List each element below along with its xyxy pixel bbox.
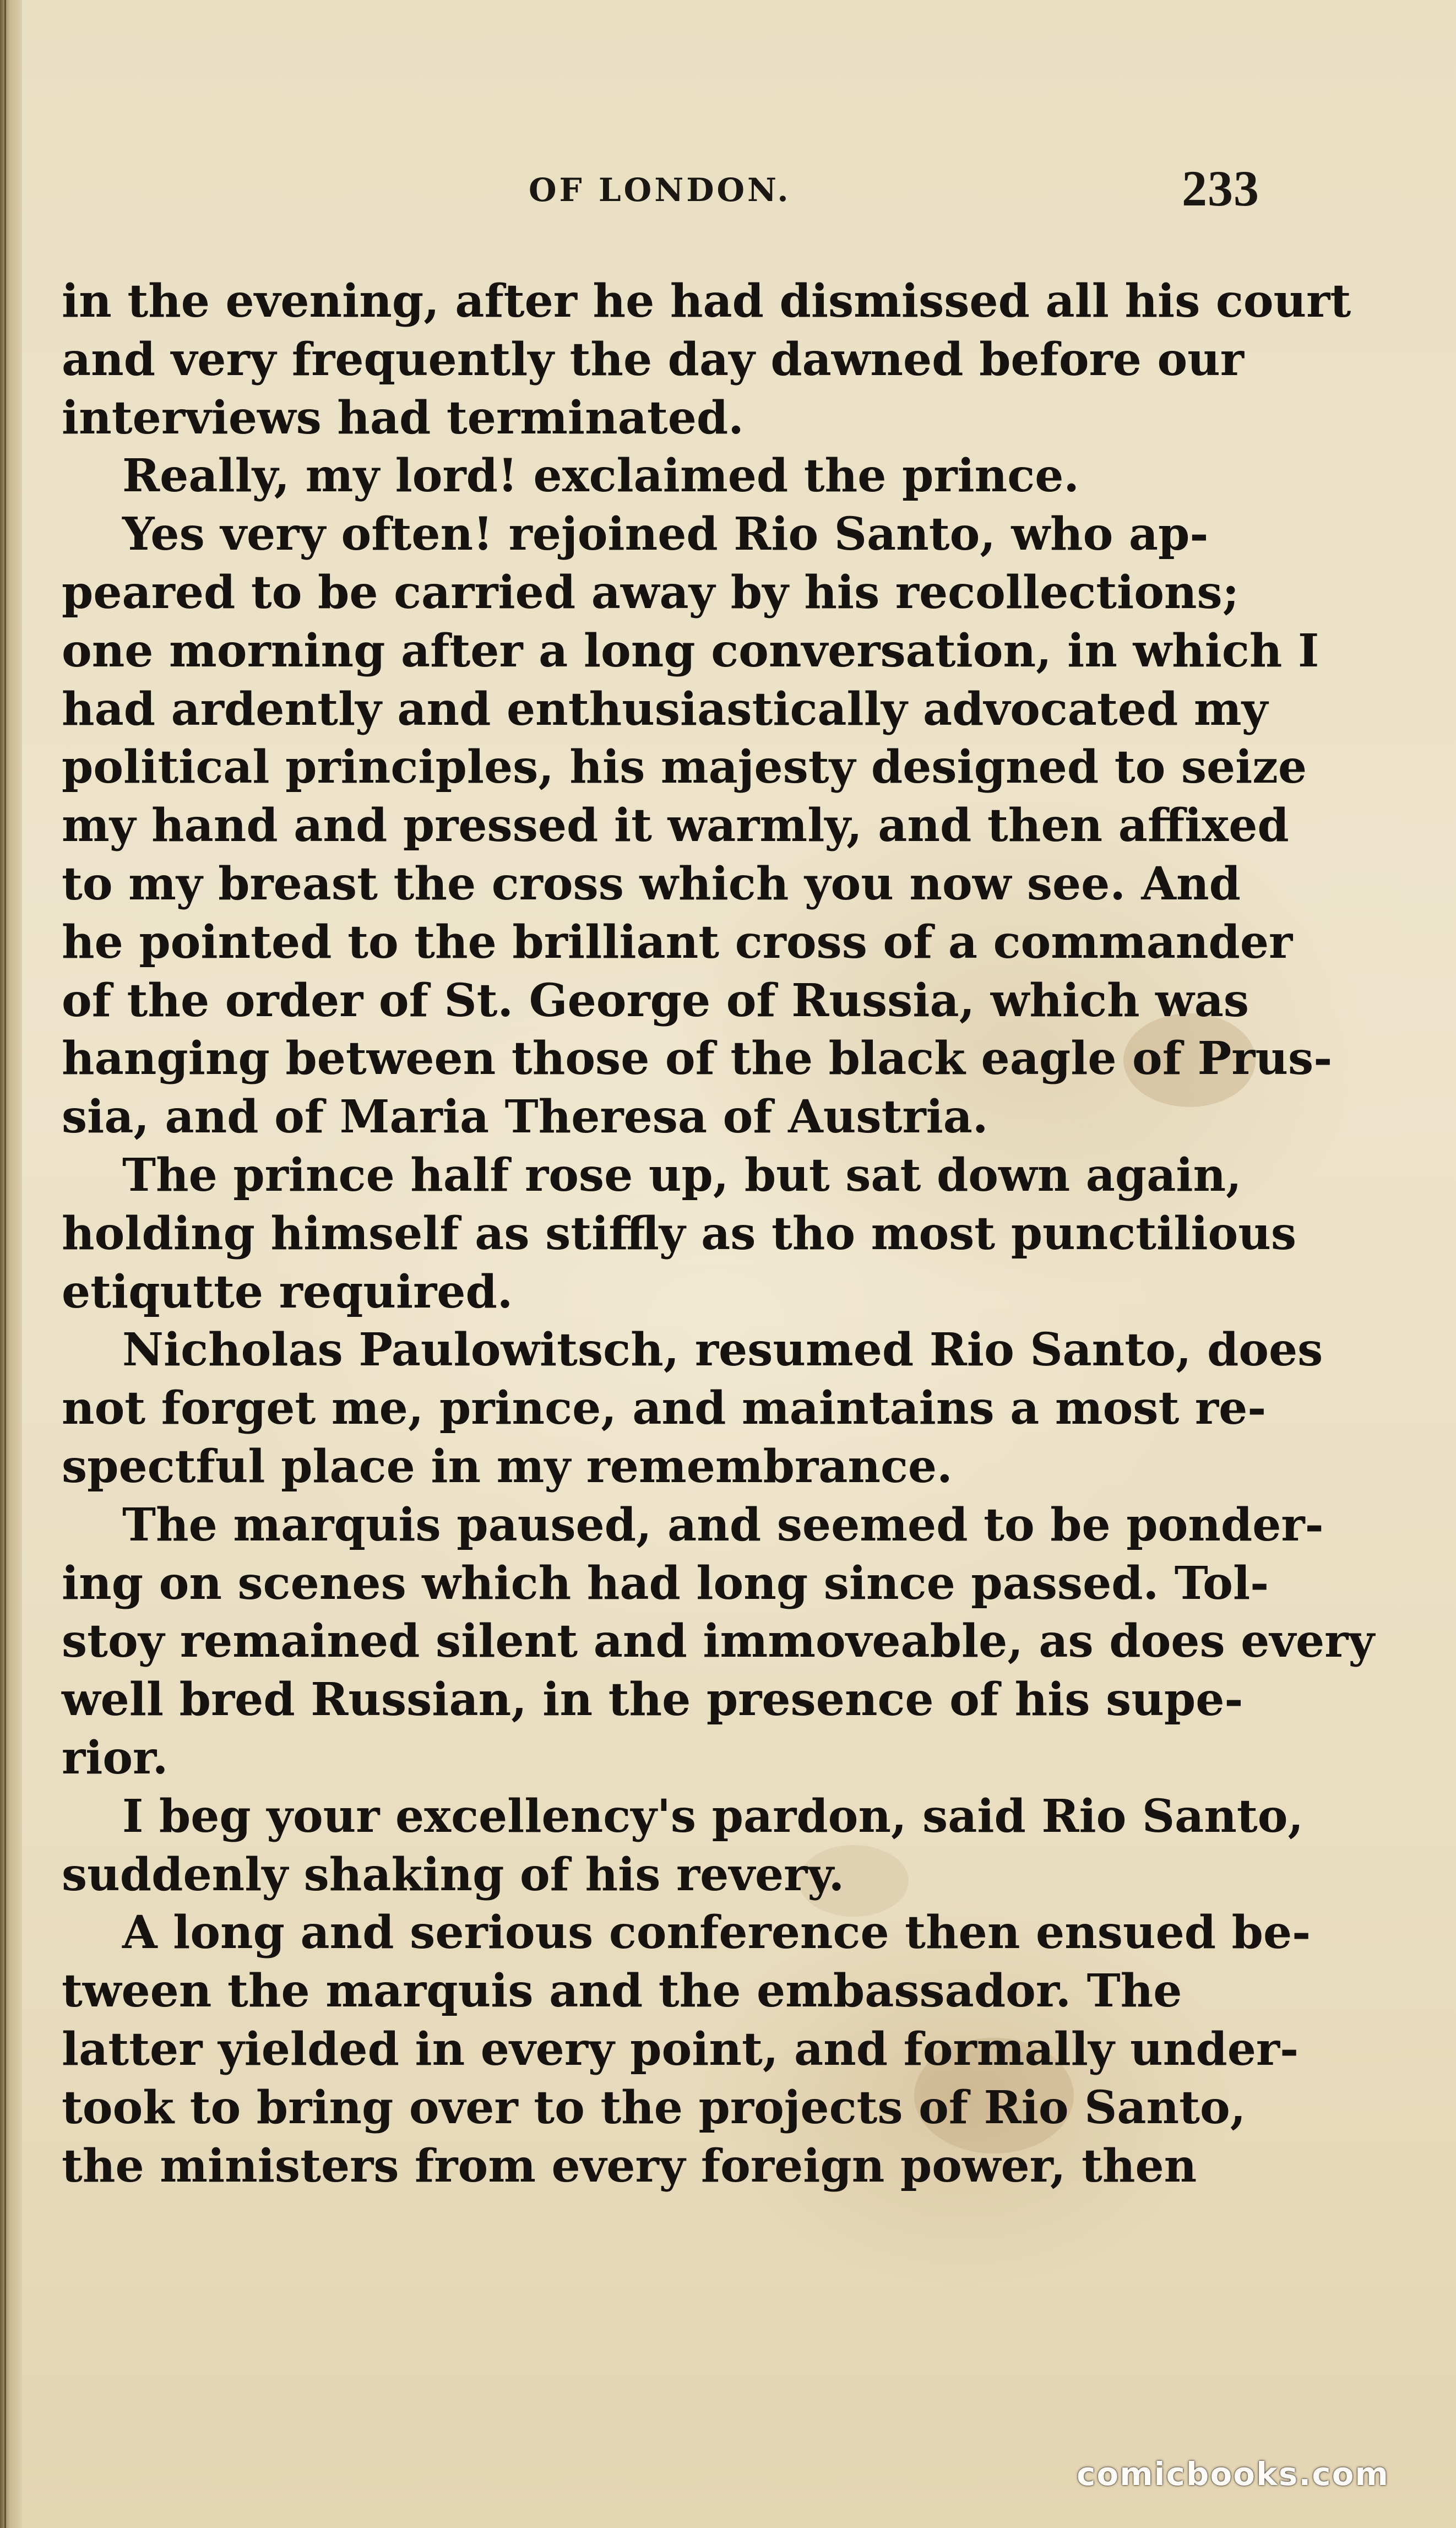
text-line-content: latter yielded in every point, and formally under- [62, 2022, 1299, 2076]
text-line [62, 622, 1319, 681]
binding-edge-line [4, 0, 6, 2528]
text-line-content: Nicholas Paulowitsch, resumed Rio Santo, does [122, 1323, 1323, 1377]
text-line [62, 1380, 1284, 1438]
text-line [62, 273, 1351, 331]
text-line-content: holding himself as stiffly as tho most punctilious [62, 1207, 1297, 1260]
text-line-content: hanging between those of the black eagle of Prus- [62, 1032, 1333, 1086]
text-line [62, 739, 1307, 797]
running-head: OF LONDON. [529, 171, 791, 209]
text-line-content: interviews had terminated. [62, 391, 744, 444]
text-line [62, 1671, 1284, 1729]
text-line-content: suddenly shaking of his revery. [62, 1848, 845, 1901]
text-line [62, 1613, 1375, 1671]
text-line-content: one morning after a long conversation, in which I [62, 624, 1319, 677]
text-line [62, 2138, 1284, 2196]
text-line [62, 2079, 1284, 2138]
text-line [62, 1147, 1284, 1205]
text-line [62, 1846, 1284, 1905]
text-line [62, 1496, 1324, 1555]
text-line [62, 1030, 1333, 1088]
text-line [62, 2021, 1299, 2079]
text-line [62, 1438, 1284, 1496]
page-left-edge [0, 0, 22, 2528]
text-line-content: ing on scenes which had long since passed. Tol- [62, 1556, 1269, 1610]
page-number: 233 [1182, 160, 1259, 216]
body-text [62, 273, 1375, 2195]
text-line-content: in the evening, after he had dismissed all his court [62, 275, 1351, 328]
text-line-content: the ministers from every foreign power, then [62, 2139, 1197, 2193]
text-line-content: I beg your excellency's pardon, said Rio Santo, [122, 1789, 1304, 1843]
text-line-content: he pointed to the brilliant cross of a commander [62, 915, 1293, 969]
text-line-content: rior. [62, 1731, 169, 1784]
text-line-content: peared to be carried away by his recollections; [62, 566, 1239, 619]
text-line [62, 797, 1289, 855]
text-line-content: Really, my lord! exclaimed the prince. [122, 449, 1079, 503]
text-line-content: had ardently and enthusiastically advocated my [62, 682, 1268, 736]
text-line-content: and very frequently the day dawned before our [62, 333, 1244, 386]
text-line [62, 506, 1284, 564]
text-line [62, 1321, 1323, 1380]
text-line-content: my hand and pressed it warmly, and then affixed [62, 799, 1289, 853]
text-line [62, 914, 1293, 972]
text-line-content: to my breast the cross which you now see. And [62, 857, 1241, 910]
text-line-content: of the order of St. George of Russia, which was [62, 974, 1249, 1027]
text-line-content: The prince half rose up, but sat down again, [122, 1148, 1242, 1202]
text-line [62, 1904, 1311, 1962]
text-line [62, 1962, 1284, 2021]
text-line-content: spectful place in my remembrance. [62, 1440, 953, 1493]
text-line [62, 564, 1284, 622]
text-line-content: political principles, his majesty designed to seize [62, 741, 1307, 794]
page-header [0, 162, 1456, 229]
text-line-content: The marquis paused, and seemed to be ponder- [122, 1498, 1324, 1551]
text-line [62, 1205, 1297, 1263]
text-line-content: A long and serious conference then ensued be- [122, 1906, 1311, 1960]
text-line-content: Yes very often! rejoined Rio Santo, who ap- [122, 508, 1209, 561]
text-line-content: took to bring over to the projects of Rio Santo, [62, 2081, 1246, 2134]
text-line [62, 1263, 1284, 1322]
text-line [62, 1729, 1284, 1788]
text-line [62, 1555, 1284, 1613]
text-line-content: etiqutte required. [62, 1265, 513, 1319]
text-line-content: stoy remained silent and immoveable, as does every [62, 1615, 1375, 1668]
text-line [62, 855, 1284, 914]
text-line [62, 1088, 1284, 1147]
text-line [62, 331, 1284, 389]
text-line-content: well bred Russian, in the presence of his supe- [62, 1673, 1243, 1727]
text-line [62, 681, 1284, 739]
text-line [62, 447, 1284, 506]
text-line [62, 389, 1284, 448]
site-watermark: comicbooks.com [1077, 2455, 1389, 2493]
text-line [62, 972, 1284, 1030]
text-line-content: sia, and of Maria Theresa of Austria. [62, 1091, 988, 1144]
text-line [62, 1788, 1304, 1846]
text-line-content: tween the marquis and the embassador. The [62, 1965, 1182, 2018]
text-line-content: not forget me, prince, and maintains a most re- [62, 1382, 1267, 1435]
